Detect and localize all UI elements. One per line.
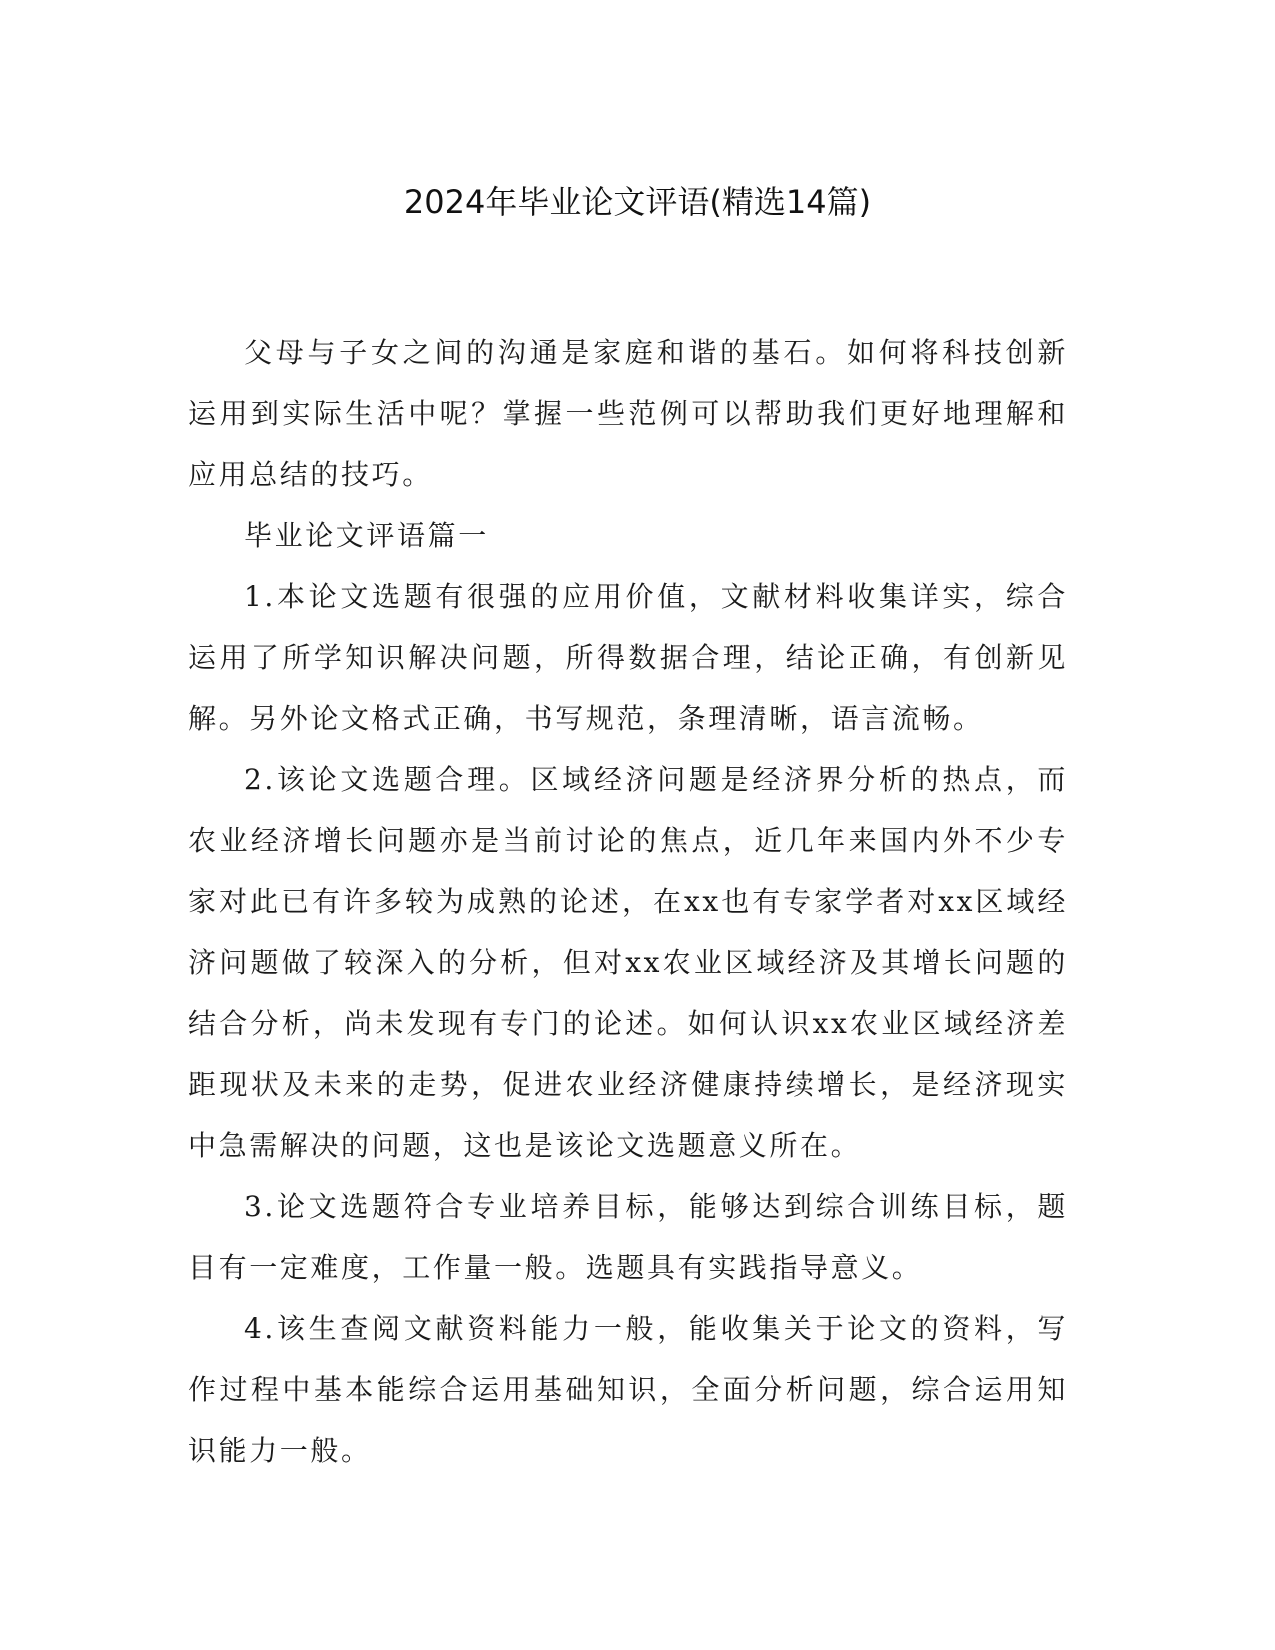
document-title: 2024年毕业论文评语(精选14篇)	[403, 183, 872, 221]
comment-paragraph-1: 1.本论文选题有很强的应用价值，文献材料收集详实，综合运用了所学知识解决问题，所得数据合理，结论正确，有创新见解。另外论文格式正确，书写规范，条理清晰，语言流畅。	[188, 580, 1068, 735]
section-heading: 毕业论文评语篇一	[244, 519, 489, 552]
comment-paragraph-3: 3.论文选题符合专业培养目标，能够达到综合训练目标，题目有一定难度，工作量一般。选题具有实践指导意义。	[188, 1190, 1068, 1284]
intro-paragraph: 父母与子女之间的沟通是家庭和谐的基石。如何将科技创新运用到实际生活中呢？掌握一些范例可以帮助我们更好地理解和应用总结的技巧。	[188, 336, 1068, 491]
document-body	[188, 322, 1068, 1481]
comment-paragraph-4: 4.该生查阅文献资料能力一般，能收集关于论文的资料，写作过程中基本能综合运用基础知识，全面分析问题，综合运用知识能力一般。	[188, 1312, 1068, 1467]
comment-paragraph-2: 2.该论文选题合理。区域经济问题是经济界分析的热点，而农业经济增长问题亦是当前讨论的焦点，近几年来国内外不少专家对此已有许多较为成熟的论述，在xx也有专家学者对xx区域经济问题做了较深入的分析，但对xx农业区域经济及其增长问题的结合分析，尚未发现有专门的论述。如何认识xx农业区域经济差距现状及未来的走势，促进农业经济健康持续增长，是经济现实中急需解决的问题，这也是该论文选题意义所在。	[188, 763, 1068, 1162]
